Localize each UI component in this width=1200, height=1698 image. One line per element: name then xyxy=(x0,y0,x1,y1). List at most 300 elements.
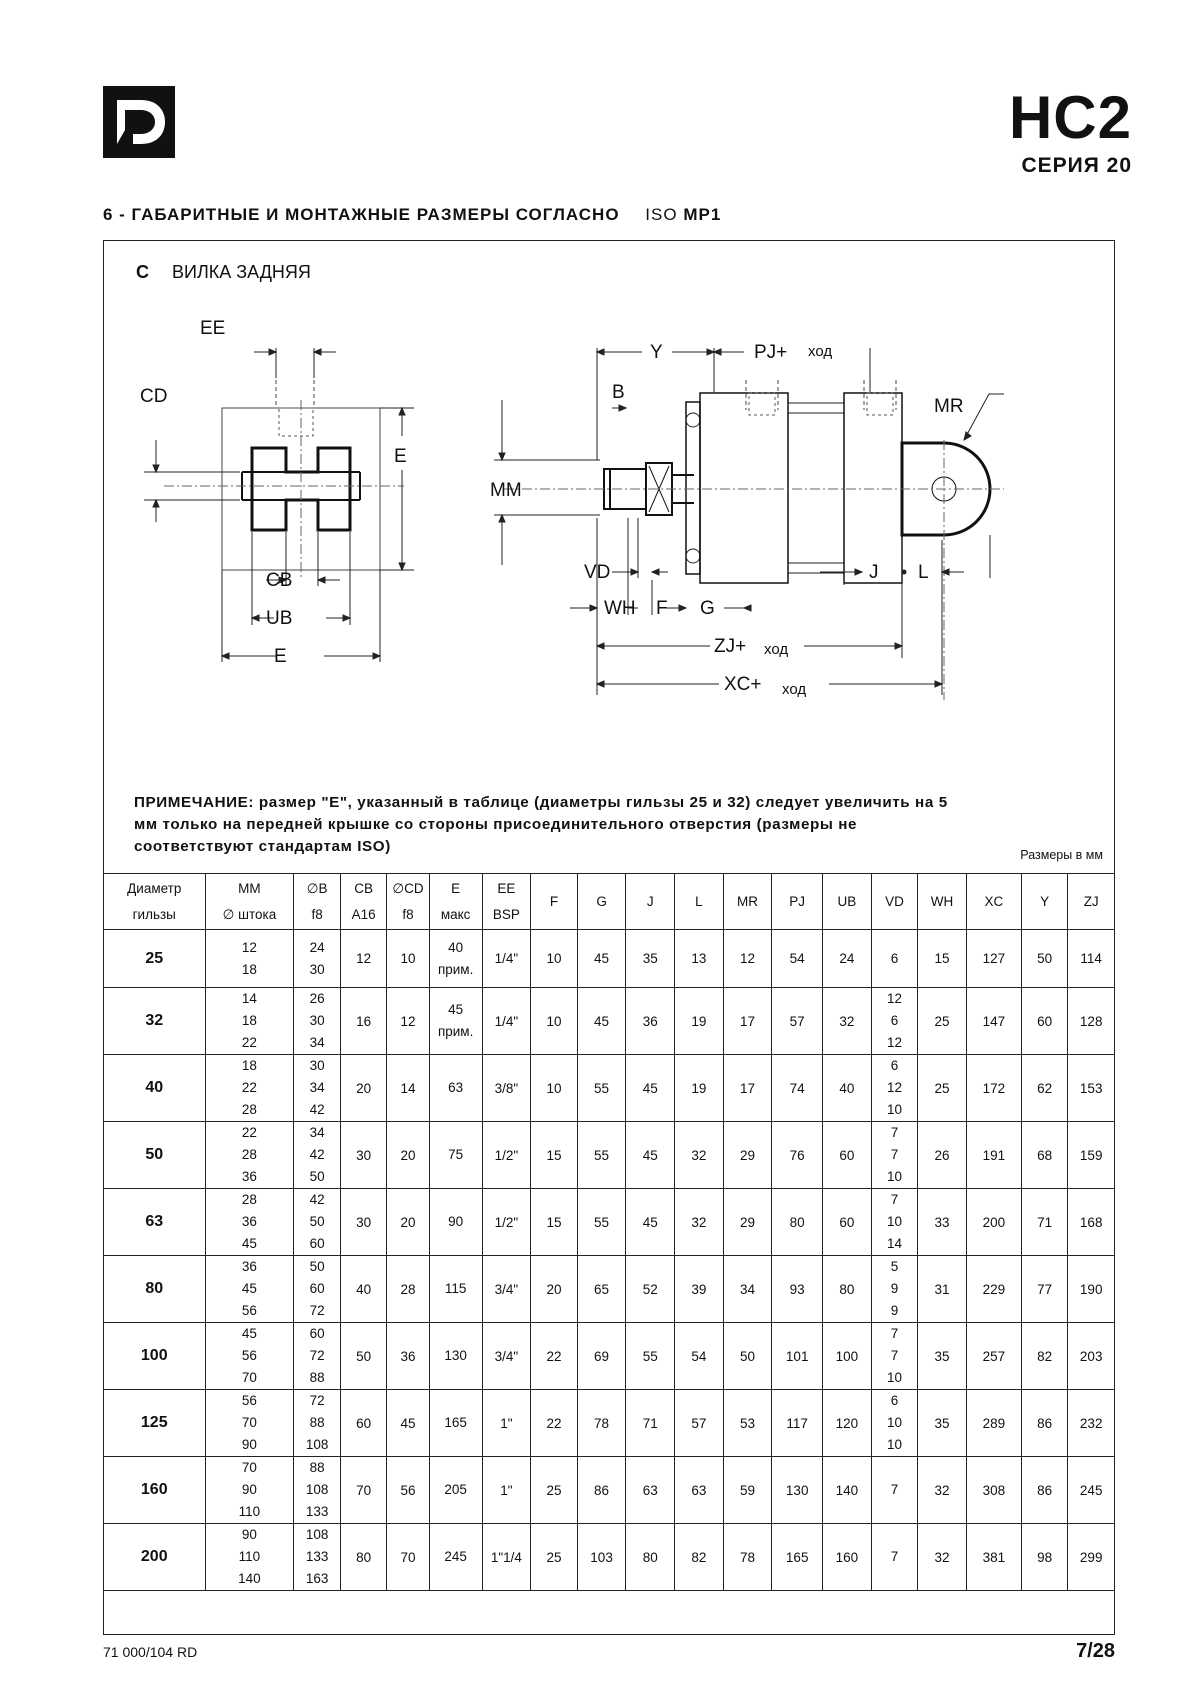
page-number: 7/28 xyxy=(1076,1640,1115,1662)
cell-b xyxy=(294,1457,341,1524)
cell-value: 45 xyxy=(448,1002,464,1017)
cell-value: прим. xyxy=(437,961,474,977)
cell-b xyxy=(294,988,341,1055)
cell-value: 42 xyxy=(309,1147,325,1162)
cell-value: 7 xyxy=(890,1549,899,1564)
cell-g: 69 xyxy=(577,1323,626,1390)
iso-code: MP1 xyxy=(683,205,722,224)
cell-mm xyxy=(205,1524,294,1591)
table-row xyxy=(104,1256,1115,1323)
cell-value: 140 xyxy=(238,1571,261,1586)
cell-value: 7 xyxy=(890,1147,899,1162)
column-header xyxy=(918,874,967,930)
cell-value: 7 xyxy=(890,1192,899,1207)
column-header xyxy=(429,874,482,930)
cell-wh: 35 xyxy=(918,1390,967,1457)
label-ub: UB xyxy=(266,608,293,629)
cell-g: 86 xyxy=(577,1457,626,1524)
cell-mm xyxy=(205,1189,294,1256)
cell-zj: 153 xyxy=(1068,1055,1115,1122)
cell-value: 56 xyxy=(241,1393,257,1408)
cell-value: 163 xyxy=(305,1571,329,1586)
series-header xyxy=(1008,84,1132,178)
bore-cell: 160 xyxy=(104,1457,206,1524)
cell-pj: 80 xyxy=(772,1189,823,1256)
cell-e xyxy=(429,1055,482,1122)
table-row xyxy=(104,1189,1115,1256)
cell-vd xyxy=(871,988,918,1055)
cell-mm xyxy=(205,1323,294,1390)
cell-f: 22 xyxy=(531,1390,578,1457)
cell-y: 50 xyxy=(1021,930,1068,988)
column-header xyxy=(823,874,872,930)
cell-value: 110 xyxy=(238,1504,261,1519)
cell-value: 108 xyxy=(305,1527,329,1542)
table-header-row xyxy=(104,874,1115,930)
cell-g: 55 xyxy=(577,1055,626,1122)
cell-ee: 3/4" xyxy=(482,1256,531,1323)
column-header-label: ∅B xyxy=(306,880,328,896)
column-header xyxy=(723,874,772,930)
cell-g: 55 xyxy=(577,1122,626,1189)
cell-cb: 80 xyxy=(340,1524,387,1591)
cell-ub: 120 xyxy=(823,1390,872,1457)
cell-ub: 40 xyxy=(823,1055,872,1122)
cell-cb: 60 xyxy=(340,1390,387,1457)
cell-vd xyxy=(871,1323,918,1390)
label-l: L xyxy=(918,562,929,583)
cell-vd xyxy=(871,1256,918,1323)
cell-value: 12 xyxy=(886,1035,902,1050)
cell-ee: 3/8" xyxy=(482,1055,531,1122)
cell-cb: 30 xyxy=(340,1189,387,1256)
cell-value: 36 xyxy=(241,1214,257,1229)
column-header-label: L xyxy=(695,893,703,909)
variant-title xyxy=(136,262,311,283)
bore-cell: 200 xyxy=(104,1524,206,1591)
cell-value: 30 xyxy=(309,1058,325,1073)
cell-f: 10 xyxy=(531,930,578,988)
column-header-label: CB xyxy=(354,880,374,896)
cell-value: 90 xyxy=(448,1214,464,1229)
column-header-label: Диаметр xyxy=(127,880,182,896)
label-mr: MR xyxy=(934,396,964,417)
cell-zj: 245 xyxy=(1068,1457,1115,1524)
cell-value: 28 xyxy=(241,1192,257,1207)
label-j: J xyxy=(869,562,879,583)
table-row xyxy=(104,1390,1115,1457)
cell-value: 50 xyxy=(309,1259,325,1274)
cell-ee: 1" xyxy=(482,1390,531,1457)
column-header-sublabel: BSP xyxy=(492,906,520,922)
cell-zj: 114 xyxy=(1068,930,1115,988)
cell-value: 42 xyxy=(309,1192,325,1207)
cell-xc: 289 xyxy=(966,1390,1021,1457)
cell-zj: 232 xyxy=(1068,1390,1115,1457)
section-title xyxy=(103,205,721,225)
cell-value: 34 xyxy=(309,1080,325,1095)
cell-ub: 24 xyxy=(823,930,872,988)
label-zj-stroke: ход xyxy=(764,641,789,658)
cell-l: 82 xyxy=(675,1524,724,1591)
cell-ee: 3/4" xyxy=(482,1323,531,1390)
cell-value: 90 xyxy=(241,1482,257,1497)
label-e-bottom: E xyxy=(274,646,287,667)
iso-prefix: ISO xyxy=(645,205,678,224)
cell-f: 10 xyxy=(531,1055,578,1122)
cell-value: 6 xyxy=(890,950,899,966)
cell-value: 115 xyxy=(444,1281,467,1296)
cell-wh: 32 xyxy=(918,1457,967,1524)
label-b: B xyxy=(612,382,625,403)
cell-value: 12 xyxy=(886,1080,902,1095)
column-header xyxy=(1021,874,1068,930)
cell-vd xyxy=(871,1457,918,1524)
cell-j: 45 xyxy=(626,1055,675,1122)
cell-cd: 10 xyxy=(387,930,429,988)
cell-l: 63 xyxy=(675,1457,724,1524)
dimensions-table xyxy=(103,873,1115,1591)
cell-value: 28 xyxy=(241,1147,257,1162)
cell-mm xyxy=(205,988,294,1055)
cell-value: 12 xyxy=(241,939,257,955)
cell-ee: 1"1/4 xyxy=(482,1524,531,1591)
cell-xc: 200 xyxy=(966,1189,1021,1256)
cell-value: 133 xyxy=(305,1549,329,1564)
bore-cell: 125 xyxy=(104,1390,206,1457)
cell-value: 110 xyxy=(238,1549,261,1564)
cell-cd: 20 xyxy=(387,1122,429,1189)
cell-xc: 147 xyxy=(966,988,1021,1055)
column-header xyxy=(772,874,823,930)
cell-wh: 33 xyxy=(918,1189,967,1256)
column-header-label: WH xyxy=(930,893,954,909)
table-row xyxy=(104,930,1115,988)
table-body xyxy=(104,930,1115,1591)
cell-mm xyxy=(205,1390,294,1457)
series-code: HC2 xyxy=(1008,84,1132,151)
column-header xyxy=(531,874,578,930)
cell-value: 60 xyxy=(309,1326,325,1341)
variant-name: ВИЛКА ЗАДНЯЯ xyxy=(172,262,311,282)
column-header xyxy=(871,874,918,930)
cell-j: 52 xyxy=(626,1256,675,1323)
cell-vd xyxy=(871,930,918,988)
cell-value: 42 xyxy=(309,1102,325,1117)
cell-ub: 32 xyxy=(823,988,872,1055)
bore-cell: 32 xyxy=(104,988,206,1055)
cell-zj: 168 xyxy=(1068,1189,1115,1256)
doc-code: 71 000/104 RD xyxy=(103,1644,198,1660)
cell-vd xyxy=(871,1055,918,1122)
cell-e xyxy=(429,1256,482,1323)
cell-ub: 160 xyxy=(823,1524,872,1591)
label-g: G xyxy=(700,598,715,619)
cell-l: 13 xyxy=(675,930,724,988)
cell-pj: 130 xyxy=(772,1457,823,1524)
cell-value: 70 xyxy=(241,1370,257,1385)
cell-value: 10 xyxy=(886,1169,902,1184)
cell-value: 56 xyxy=(241,1303,257,1318)
bore-cell: 40 xyxy=(104,1055,206,1122)
cell-value: 72 xyxy=(309,1303,325,1318)
cell-value: 70 xyxy=(241,1415,257,1430)
cell-cd: 45 xyxy=(387,1390,429,1457)
cell-pj: 76 xyxy=(772,1122,823,1189)
bore-cell: 80 xyxy=(104,1256,206,1323)
cell-f: 25 xyxy=(531,1457,578,1524)
cell-value: 30 xyxy=(309,961,325,977)
cell-f: 15 xyxy=(531,1122,578,1189)
cell-y: 68 xyxy=(1021,1122,1068,1189)
cell-f: 22 xyxy=(531,1323,578,1390)
cell-value: 18 xyxy=(241,961,257,977)
column-header-label: ZJ xyxy=(1083,893,1099,909)
cell-value: 165 xyxy=(444,1415,467,1430)
cell-value: 7 xyxy=(890,1348,899,1363)
cell-value: 9 xyxy=(890,1281,899,1296)
cell-mm xyxy=(205,930,294,988)
cell-value: 36 xyxy=(241,1259,257,1274)
cell-zj: 203 xyxy=(1068,1323,1115,1390)
cell-value: 90 xyxy=(241,1527,257,1542)
cell-pj: 57 xyxy=(772,988,823,1055)
cell-value: 7 xyxy=(890,1125,899,1140)
cell-b xyxy=(294,1524,341,1591)
column-header-sublabel: A16 xyxy=(351,906,376,922)
cell-cb: 40 xyxy=(340,1256,387,1323)
cell-value: 28 xyxy=(241,1102,257,1117)
column-header xyxy=(294,874,341,930)
column-header-sublabel: f8 xyxy=(311,906,323,922)
cell-value: 88 xyxy=(309,1460,325,1475)
table-row xyxy=(104,988,1115,1055)
variant-letter: C xyxy=(136,262,149,282)
column-header xyxy=(626,874,675,930)
series-subtitle: СЕРИЯ 20 xyxy=(1021,154,1132,177)
cell-mr: 53 xyxy=(723,1390,772,1457)
cell-value: 10 xyxy=(886,1437,902,1452)
column-header-sublabel: макс xyxy=(440,906,471,922)
bore-cell: 63 xyxy=(104,1189,206,1256)
cell-pj: 93 xyxy=(772,1256,823,1323)
cell-ub: 60 xyxy=(823,1122,872,1189)
cell-pj: 74 xyxy=(772,1055,823,1122)
cell-e xyxy=(429,1457,482,1524)
cell-cb: 20 xyxy=(340,1055,387,1122)
label-cd: CD xyxy=(140,386,168,407)
cell-value: 34 xyxy=(309,1125,325,1140)
technical-drawing xyxy=(104,300,1114,780)
section-title-text: 6 - ГАБАРИТНЫЕ И МОНТАЖНЫЕ РАЗМЕРЫ СОГЛАСНО xyxy=(103,205,620,224)
cell-y: 62 xyxy=(1021,1055,1068,1122)
column-header-sublabel: f8 xyxy=(402,906,414,922)
cell-j: 63 xyxy=(626,1457,675,1524)
column-header-label: Y xyxy=(1040,893,1050,909)
brand-logo xyxy=(103,86,175,158)
cell-wh: 15 xyxy=(918,930,967,988)
cell-value: 10 xyxy=(886,1415,902,1430)
cell-mm xyxy=(205,1457,294,1524)
cell-l: 19 xyxy=(675,988,724,1055)
cell-xc: 172 xyxy=(966,1055,1021,1122)
cell-value: 88 xyxy=(309,1370,325,1385)
cell-value: 22 xyxy=(241,1080,257,1095)
cell-ee: 1/2" xyxy=(482,1122,531,1189)
cell-zj: 128 xyxy=(1068,988,1115,1055)
column-header-label: MM xyxy=(238,880,261,896)
cell-cd: 28 xyxy=(387,1256,429,1323)
column-header-label: UB xyxy=(837,893,857,909)
cell-value: 88 xyxy=(309,1415,325,1430)
cell-j: 36 xyxy=(626,988,675,1055)
table-row xyxy=(104,1055,1115,1122)
cell-y: 71 xyxy=(1021,1189,1068,1256)
label-xc-stroke: ход xyxy=(782,681,807,698)
cell-value: 14 xyxy=(886,1236,902,1251)
label-wh: WH xyxy=(604,598,636,619)
cell-value: 12 xyxy=(886,991,902,1006)
cell-wh: 31 xyxy=(918,1256,967,1323)
column-header-sublabel: ∅ штока xyxy=(222,906,277,922)
cell-mm xyxy=(205,1122,294,1189)
cell-value: прим. xyxy=(437,1024,474,1039)
cell-value: 50 xyxy=(309,1169,325,1184)
cell-ee: 1/4" xyxy=(482,930,531,988)
cell-j: 45 xyxy=(626,1122,675,1189)
cell-mr: 78 xyxy=(723,1524,772,1591)
cell-zj: 190 xyxy=(1068,1256,1115,1323)
cell-xc: 257 xyxy=(966,1323,1021,1390)
cell-b xyxy=(294,1122,341,1189)
cell-value: 7 xyxy=(890,1482,899,1497)
cell-value: 22 xyxy=(241,1125,257,1140)
cell-xc: 308 xyxy=(966,1457,1021,1524)
cell-xc: 191 xyxy=(966,1122,1021,1189)
cell-f: 25 xyxy=(531,1524,578,1591)
cell-l: 19 xyxy=(675,1055,724,1122)
cell-vd xyxy=(871,1390,918,1457)
column-header xyxy=(387,874,429,930)
cell-cb: 50 xyxy=(340,1323,387,1390)
cell-pj: 101 xyxy=(772,1323,823,1390)
cell-pj: 117 xyxy=(772,1390,823,1457)
column-header xyxy=(675,874,724,930)
cell-g: 65 xyxy=(577,1256,626,1323)
cell-value: 45 xyxy=(241,1281,257,1296)
cell-wh: 35 xyxy=(918,1323,967,1390)
column-header-label: EE xyxy=(497,880,516,896)
cell-e xyxy=(429,930,482,988)
cell-xc: 381 xyxy=(966,1524,1021,1591)
cell-j: 35 xyxy=(626,930,675,988)
label-e-side: E xyxy=(394,446,407,467)
cell-vd xyxy=(871,1524,918,1591)
cell-value: 14 xyxy=(241,991,257,1006)
cell-ub: 100 xyxy=(823,1323,872,1390)
cell-cb: 30 xyxy=(340,1122,387,1189)
cell-value: 6 xyxy=(890,1393,899,1408)
column-header-label: ∅CD xyxy=(392,880,424,896)
cell-l: 32 xyxy=(675,1122,724,1189)
cell-cd: 36 xyxy=(387,1323,429,1390)
cell-value: 205 xyxy=(444,1482,467,1497)
label-mm: MM xyxy=(490,480,522,501)
cell-y: 86 xyxy=(1021,1390,1068,1457)
cell-value: 108 xyxy=(305,1437,329,1452)
cell-cb: 70 xyxy=(340,1457,387,1524)
cell-zj: 299 xyxy=(1068,1524,1115,1591)
cell-value: 22 xyxy=(241,1035,257,1050)
cell-value: 34 xyxy=(309,1035,325,1050)
cell-mr: 29 xyxy=(723,1189,772,1256)
cell-pj: 54 xyxy=(772,930,823,988)
cell-wh: 26 xyxy=(918,1122,967,1189)
column-header-label: PJ xyxy=(789,893,806,909)
column-header xyxy=(205,874,294,930)
cell-value: 18 xyxy=(241,1058,257,1073)
cell-j: 55 xyxy=(626,1323,675,1390)
table-row xyxy=(104,1457,1115,1524)
cell-g: 45 xyxy=(577,930,626,988)
cell-vd xyxy=(871,1189,918,1256)
cell-j: 80 xyxy=(626,1524,675,1591)
label-xc: XC+ xyxy=(724,674,762,695)
cell-value: 10 xyxy=(886,1370,902,1385)
label-pj: PJ+ xyxy=(754,342,788,363)
note-text: ПРИМЕЧАНИЕ: размер "E", указанный в таблице (диаметры гильзы 25 и 32) следует увеличить на 5 мм только на передней крышке со стороны присоединительного отверстия (размеры не соответствуют стандартам ISO) xyxy=(134,794,948,855)
cell-value: 24 xyxy=(309,939,325,955)
cell-g: 55 xyxy=(577,1189,626,1256)
label-ee: EE xyxy=(200,318,226,339)
side-view xyxy=(494,348,1004,700)
bore-cell: 50 xyxy=(104,1122,206,1189)
cell-value: 10 xyxy=(886,1102,902,1117)
cell-value: 30 xyxy=(309,1013,325,1028)
cell-cd: 70 xyxy=(387,1524,429,1591)
cell-y: 82 xyxy=(1021,1323,1068,1390)
cell-b xyxy=(294,1323,341,1390)
cell-mr: 59 xyxy=(723,1457,772,1524)
cell-mr: 29 xyxy=(723,1122,772,1189)
cell-mr: 17 xyxy=(723,988,772,1055)
label-zj: ZJ+ xyxy=(714,636,747,657)
cell-wh: 32 xyxy=(918,1524,967,1591)
column-header xyxy=(340,874,387,930)
bore-cell: 100 xyxy=(104,1323,206,1390)
column-header-label: F xyxy=(549,893,559,909)
cell-l: 57 xyxy=(675,1390,724,1457)
cell-b xyxy=(294,930,341,988)
cell-value: 130 xyxy=(444,1348,467,1363)
label-f: F xyxy=(656,598,668,619)
table-row xyxy=(104,1122,1115,1189)
cell-value: 245 xyxy=(444,1549,467,1564)
column-header xyxy=(966,874,1021,930)
cell-cb: 12 xyxy=(340,930,387,988)
cell-j: 71 xyxy=(626,1390,675,1457)
column-header xyxy=(1068,874,1115,930)
cell-ub: 80 xyxy=(823,1256,872,1323)
column-header-sublabel: гильзы xyxy=(132,906,176,922)
cell-cd: 56 xyxy=(387,1457,429,1524)
cell-value: 26 xyxy=(309,991,325,1006)
cell-value: 70 xyxy=(241,1460,257,1475)
cell-value: 60 xyxy=(309,1281,325,1296)
cell-mr: 17 xyxy=(723,1055,772,1122)
label-pj-stroke: ход xyxy=(808,343,833,360)
cell-l: 54 xyxy=(675,1323,724,1390)
